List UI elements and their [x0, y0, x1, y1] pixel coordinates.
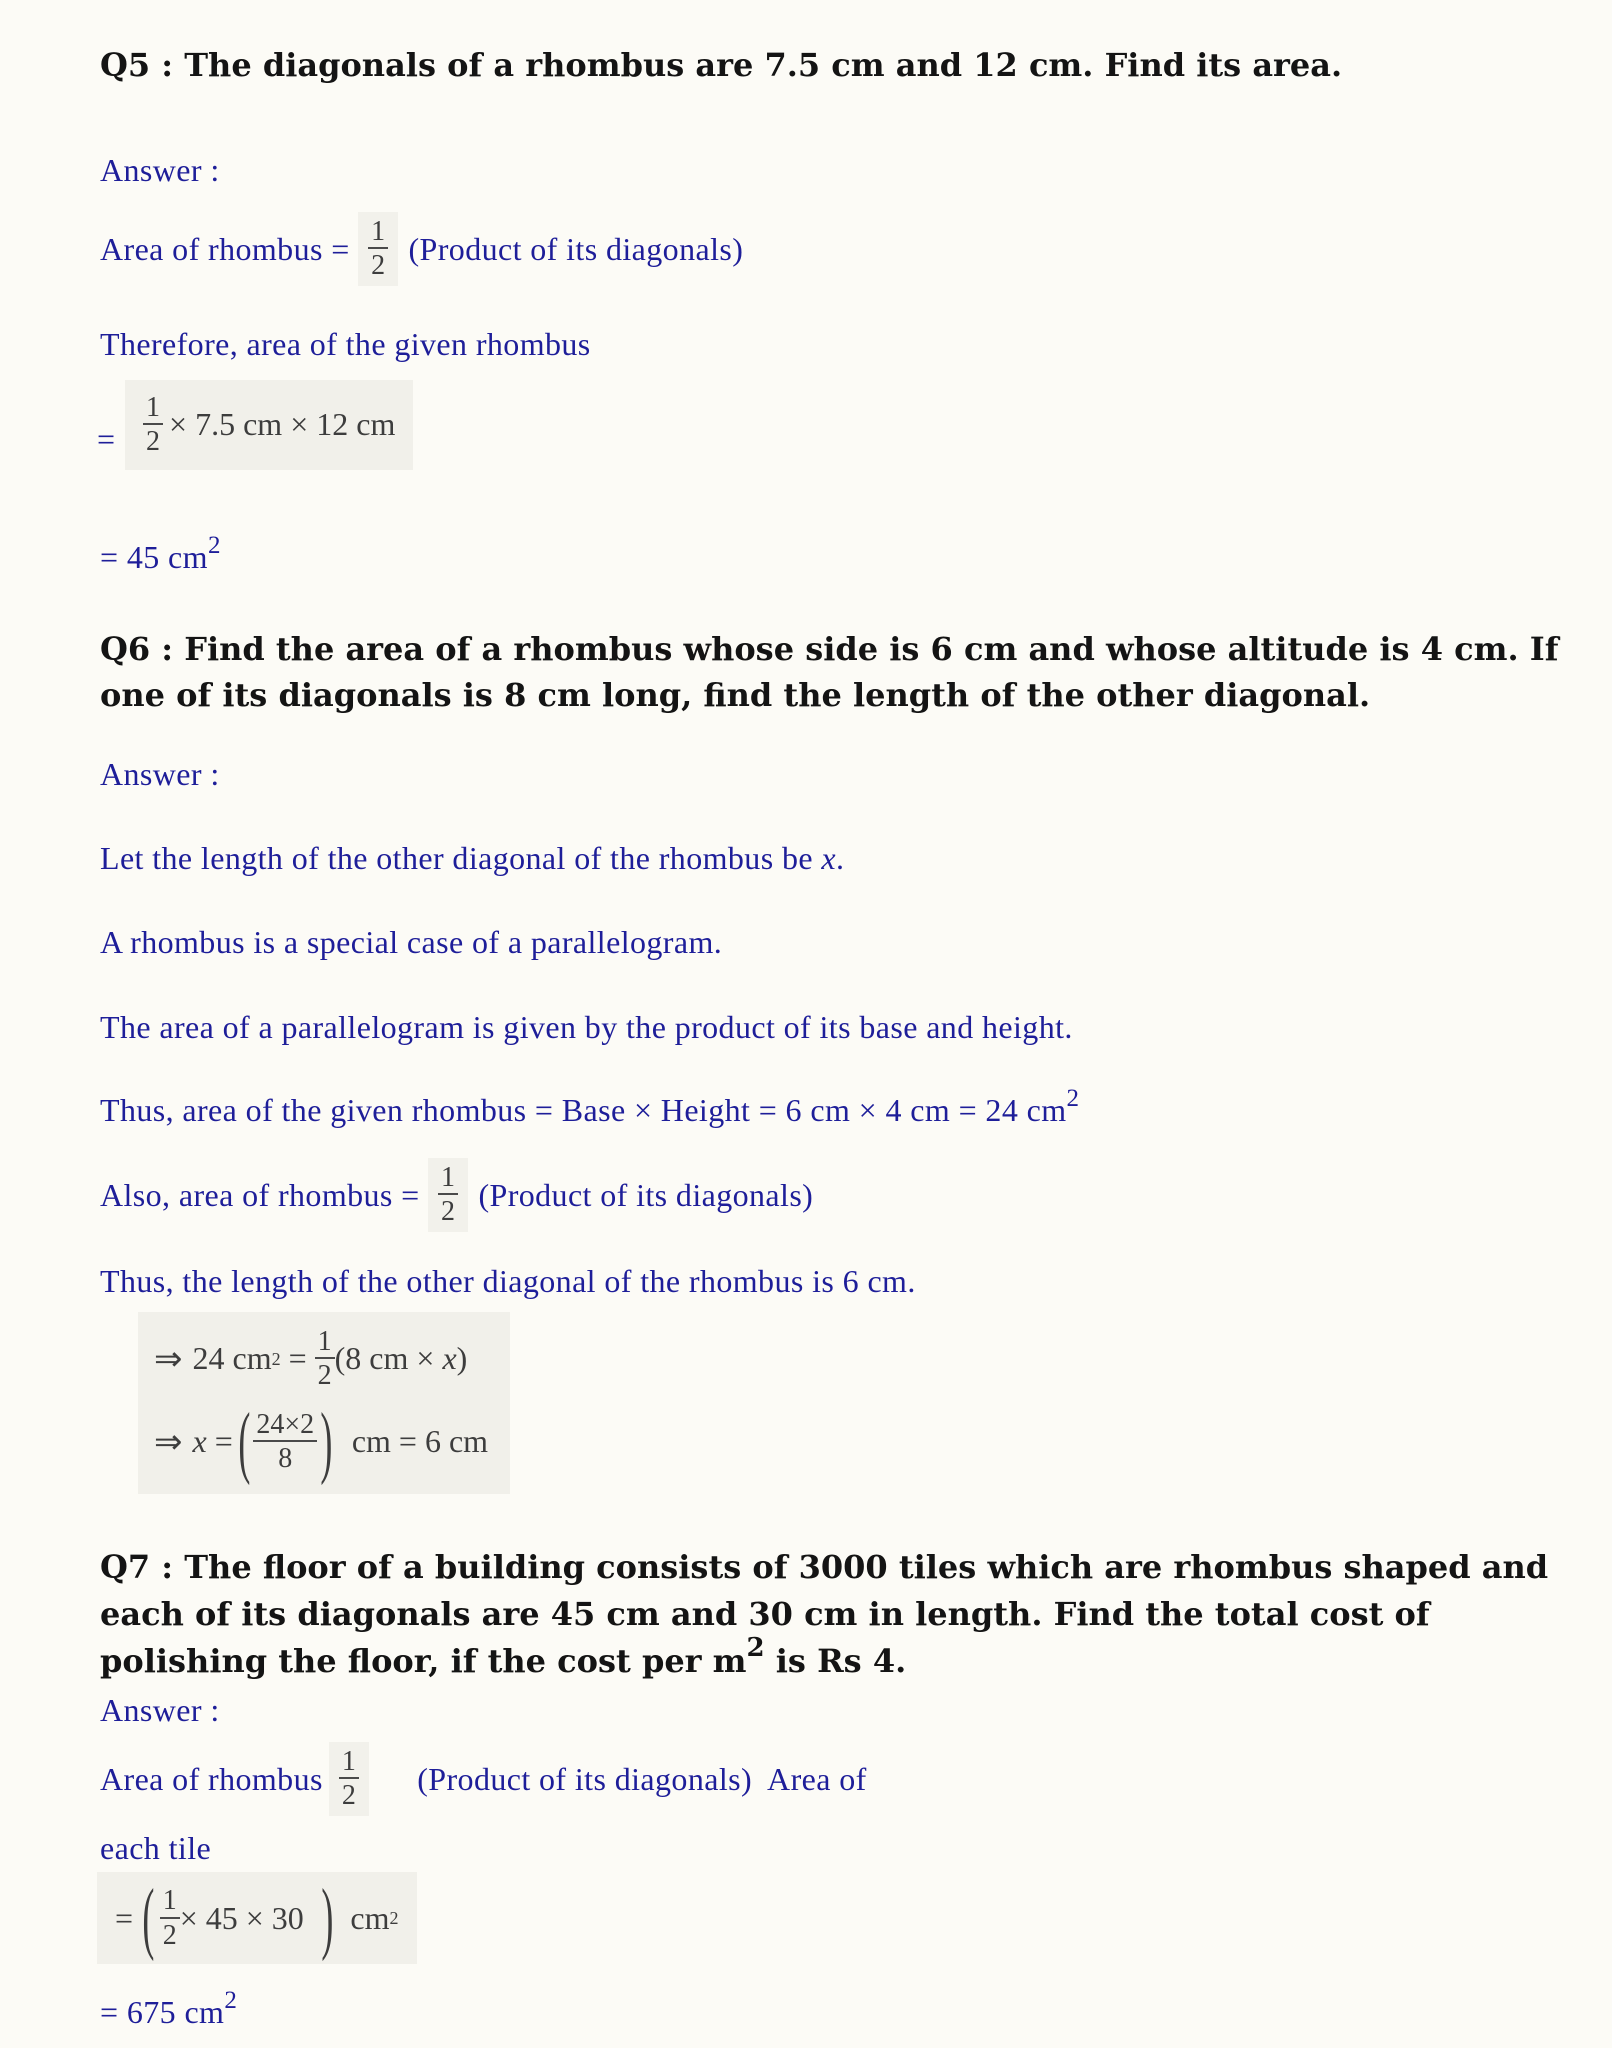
fraction-one-half	[160, 1885, 180, 1951]
q6-equation-row-1: ⇒ 24 cm 2 = $\frac{1}{2}$ (8 cm × x )	[154, 1326, 468, 1392]
question-7-line2: each of its diagonals are 45 cm and 30 cm in length. Find the total cost of	[100, 1595, 1430, 1633]
fraction-one-half	[143, 392, 163, 458]
eq1-rhs-post: )	[456, 1340, 468, 1377]
q7-eq-equals: =	[115, 1899, 134, 1936]
q5-therefore-line: Therefore, area of the given rhombus	[100, 326, 591, 362]
eq1-equals: =	[280, 1340, 315, 1377]
q6-parallelogram-line: The area of a parallelogram is given by the product of its base and height.	[100, 1009, 1073, 1045]
fraction-denominator: 2	[368, 247, 388, 281]
q7-result-line	[100, 1987, 1560, 2034]
eq1-rhs-pre: (8 cm ×	[334, 1340, 443, 1377]
q6-answer-label: Answer :	[100, 756, 220, 792]
q7-each-tile-line: each tile	[100, 1830, 212, 1866]
eq1-lhs: 24 cm	[192, 1340, 272, 1377]
q6-equation-row-2	[154, 1397, 489, 1486]
question-6-heading	[100, 626, 1560, 718]
question-7-line1: Q7 : The floor of a building consists of 3000 tiles which are rhombus shaped and	[100, 1548, 1549, 1586]
q6-let-line	[100, 836, 1560, 880]
q6-thus-area-superscript: 2	[1066, 1085, 1080, 1112]
fraction-denominator: 2	[160, 1917, 180, 1951]
q7-line3-superscript: 2	[746, 1633, 765, 1663]
fraction-denominator: 8	[253, 1440, 317, 1474]
implies-arrow-icon: ⇒	[154, 1423, 183, 1461]
q6-thus-diagonal-line: Thus, the length of the other diagonal of the rhombus is 6 cm.	[100, 1263, 916, 1299]
fraction-denominator: 2	[339, 1777, 359, 1811]
q5-answer-label: Answer :	[100, 152, 220, 188]
fraction-one-half	[428, 1158, 468, 1232]
q7-result-superscript: 2	[224, 1987, 238, 2014]
fraction-one-half	[358, 212, 398, 286]
q7-eq-unit: cm	[342, 1899, 390, 1936]
q6-let-post: .	[835, 840, 845, 876]
eq2-tail: cm = 6 cm	[343, 1423, 489, 1460]
question-6-line1: Q6 : Find the area of a rhombus whose side is 6 cm and whose altitude is 4 cm. If	[100, 630, 1559, 668]
q6-also-formula-line	[100, 1158, 1560, 1232]
fraction-numerator: 1	[146, 392, 161, 423]
question-7-heading	[100, 1544, 1560, 1685]
question-6-line2: one of its diagonals is 8 cm long, find the length of the other diagonal.	[100, 676, 1371, 714]
q5-result-superscript: 2	[207, 532, 221, 559]
equation-image-box: = ( $\frac{1}{2}$ × 45 × 30 ) cm 2	[97, 1872, 417, 1964]
q6-also-formula-pre: Also, area of rhombus =	[100, 1176, 429, 1213]
q6-special-case-line: A rhombus is a special case of a parallelogram.	[100, 924, 723, 960]
variable-x: x	[192, 1423, 207, 1460]
q7-line3-pre: polishing the floor, if the cost per m	[100, 1642, 747, 1680]
q5-area-formula-pre: Area of rhombus =	[100, 230, 359, 267]
q7-eq-body: × 45 × 30	[179, 1899, 304, 1936]
fraction-numerator: 1	[341, 1746, 357, 1777]
close-parenthesis: )	[321, 1874, 334, 1962]
q7-equation	[97, 1872, 417, 1964]
fraction-24x2-over-8	[253, 1409, 317, 1475]
fraction-numerator: 1	[162, 1885, 177, 1917]
fraction-denominator: 2	[143, 423, 163, 457]
equation-image-box	[125, 380, 413, 470]
question-5-heading	[100, 42, 1560, 88]
q7-answer-label: Answer :	[100, 1692, 220, 1728]
implies-arrow-icon: ⇒	[154, 1340, 183, 1378]
fraction-numerator: 24×2	[256, 1408, 315, 1440]
q7-area-formula-post: (Product of its diagonals) Area of	[417, 1760, 867, 1797]
fraction-denominator: 2	[315, 1357, 335, 1391]
q6-thus-area-line	[100, 1085, 1560, 1132]
fraction-numerator: 1	[371, 216, 386, 247]
q5-area-formula-line	[100, 212, 1560, 286]
variable-x: x	[821, 840, 836, 876]
q7-area-formula-pre: Area of rhombus	[100, 1760, 323, 1797]
q7-area-formula-line	[100, 1742, 1560, 1816]
q7-line3-post: is Rs 4.	[764, 1642, 907, 1680]
open-parenthesis: (	[238, 1397, 251, 1486]
fraction-one-half	[315, 1326, 335, 1392]
q7-result-text: = 675 cm	[100, 1994, 225, 2030]
q6-also-formula-post: (Product of its diagonals)	[478, 1176, 814, 1213]
question-7-line3	[100, 1633, 1560, 1685]
q5-equation-body: × 7.5 cm × 12 cm	[169, 406, 396, 443]
q5-equation	[97, 380, 413, 470]
question-5-text: Q5 : The diagonals of a rhombus are 7.5 cm and 12 cm. Find its area.	[100, 46, 1343, 84]
close-parenthesis: )	[320, 1397, 333, 1486]
variable-x: x	[442, 1340, 457, 1377]
q6-thus-area-text: Thus, area of the given rhombus = Base × Height = 6 cm × 4 cm = 24 cm	[100, 1092, 1067, 1128]
q6-let-pre: Let the length of the other diagonal of the rhombus be	[100, 840, 822, 876]
open-parenthesis: (	[142, 1874, 155, 1962]
q5-result-line	[100, 532, 1560, 579]
equals-sign: =	[97, 420, 116, 457]
q5-result-text: = 45 cm	[100, 539, 208, 575]
fraction-numerator: 1	[317, 1326, 332, 1357]
eq2-equals: =	[206, 1423, 241, 1460]
fraction-denominator: 2	[438, 1193, 458, 1227]
q5-area-formula-post: (Product of its diagonals)	[408, 230, 744, 267]
fraction-one-half	[329, 1742, 369, 1816]
q6-equation-image-box	[138, 1312, 510, 1494]
fraction-numerator: 1	[441, 1162, 456, 1193]
